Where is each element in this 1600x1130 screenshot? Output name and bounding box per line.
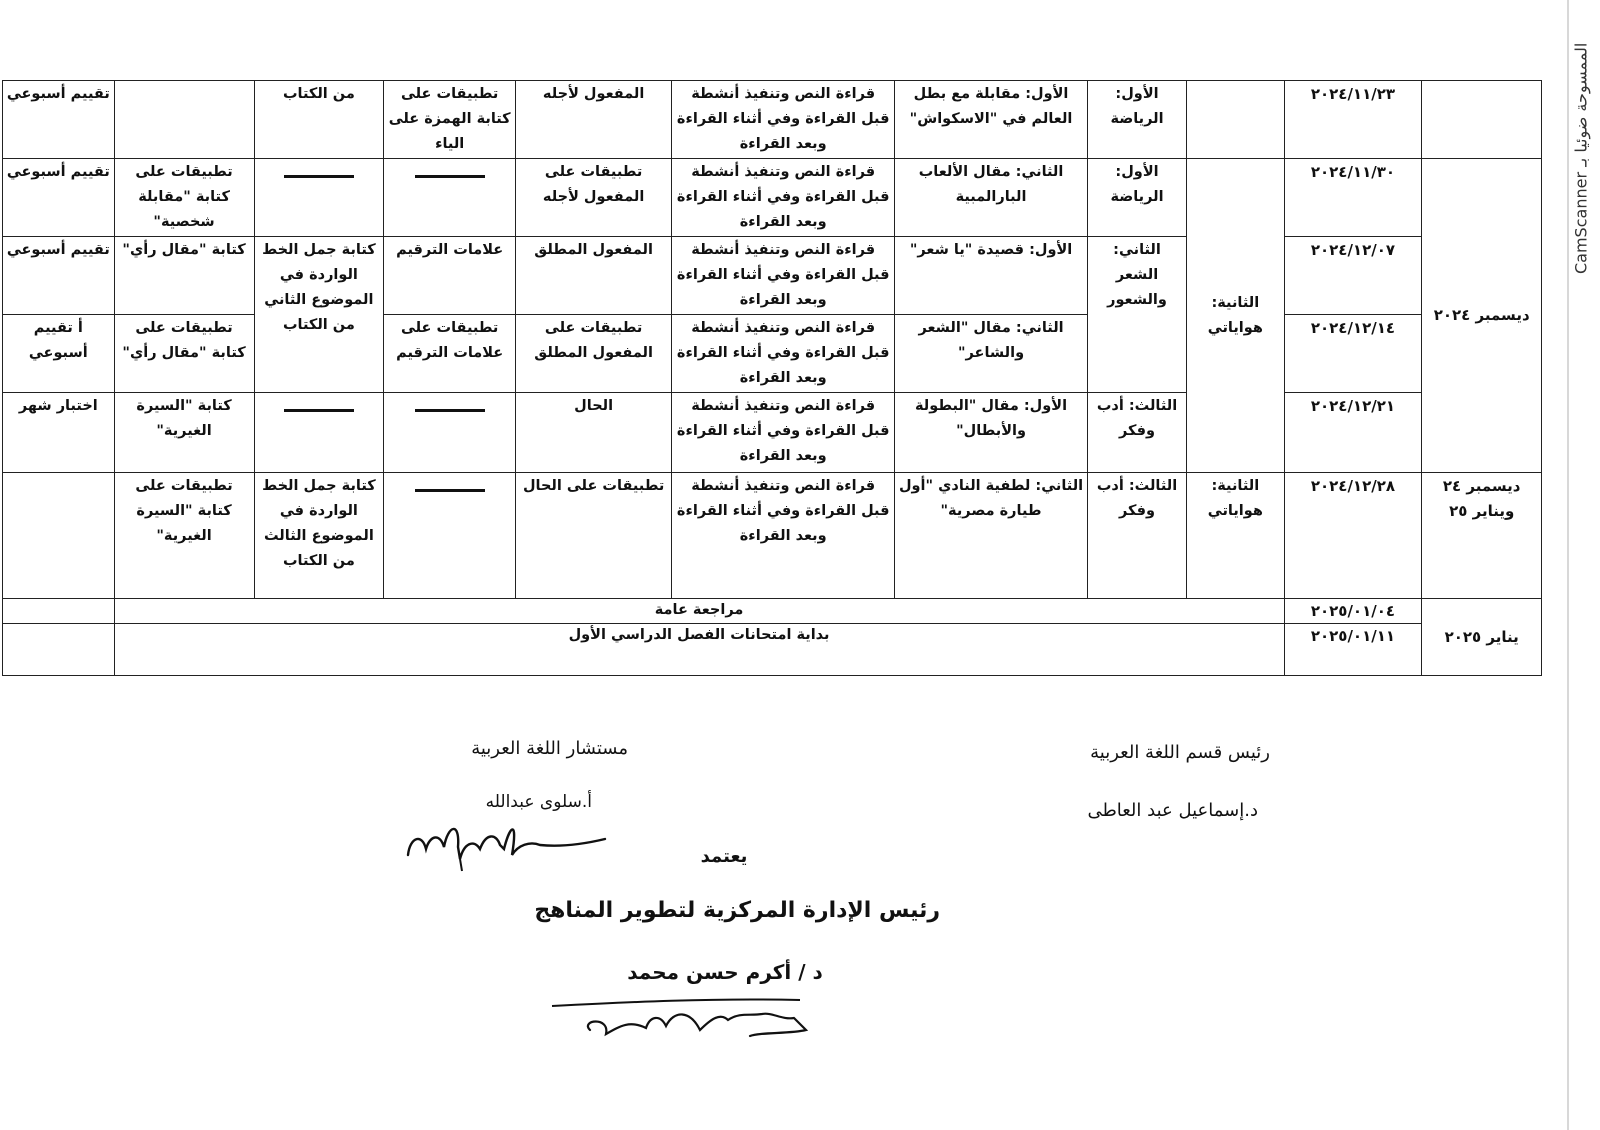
date-cell: ٢٠٢٥/٠١/٠٤ [1284, 599, 1422, 624]
advisor-title: مستشار اللغة العربية [471, 738, 628, 759]
date-cell: ٢٠٢٤/١١/٢٣ [1284, 81, 1422, 159]
month-cell: يناير ٢٠٢٥ [1422, 624, 1542, 676]
topic-cell: الأول: مقابلة مع بطل العالم في "الاسكواش" [895, 81, 1088, 159]
topic-cell: الأول: قصيدة "يا شعر" [895, 237, 1088, 315]
empty-dash [415, 489, 485, 492]
lesson-cell: الثاني: الشعر والشعور [1087, 237, 1186, 393]
month-cell [1422, 81, 1542, 159]
spelling-cell: علامات الترقيم [384, 237, 516, 315]
grammar-cell: الحال [516, 393, 672, 473]
expression-cell: كتابة "السيرة الغيرية" [114, 393, 254, 473]
date-cell: ٢٠٢٤/١٢/١٤ [1284, 315, 1422, 393]
evaluation-cell [3, 599, 115, 624]
unit-cell [1187, 81, 1284, 159]
reading-cell: قراءة النص وتنفيذ أنشطة قبل القراءة وفي أثناء القراءة وبعد القراءة [672, 393, 895, 473]
director-title: رئيس الإدارة المركزية لتطوير المناهج [534, 898, 940, 923]
reading-cell: قراءة النص وتنفيذ أنشطة قبل القراءة وفي أثناء القراءة وبعد القراءة [672, 237, 895, 315]
lesson-cell: الأول: الرياضة [1087, 81, 1186, 159]
table-row [3, 393, 1542, 473]
reading-cell: قراءة النص وتنفيذ أنشطة قبل القراءة وفي أثناء القراءة وبعد القراءة [672, 473, 895, 599]
date-cell: ٢٠٢٤/١٢/٢١ [1284, 393, 1422, 473]
expression-cell: تطبيقات على كتابة "مقال رأي" [114, 315, 254, 393]
unit-cell: الثانية: هواياتي [1187, 159, 1284, 473]
advisor-signature [400, 815, 620, 875]
curriculum-schedule-table [2, 80, 1542, 676]
grammar-cell: المفعول المطلق [516, 237, 672, 315]
approval-label: يعتمد [700, 846, 748, 867]
handwriting-cell: كتابة جمل الخط الواردة في الموضوع الثالث من الكتاب [254, 473, 384, 599]
evaluation-cell: تقييم أسبوعي [3, 81, 115, 159]
month-cell [1422, 599, 1542, 624]
evaluation-cell: تقييم أسبوعي [3, 237, 115, 315]
table-row [3, 315, 1542, 393]
camscanner-watermark: الممسوحة ضوئيا بـ CamScanner [1571, 42, 1591, 274]
spelling-cell: تطبيقات على كتابة الهمزة على الياء [384, 81, 516, 159]
review-text-cell: بداية امتحانات الفصل الدراسي الأول [114, 624, 1284, 676]
director-signature [550, 990, 820, 1050]
empty-dash [284, 409, 354, 412]
grammar-cell: تطبيقات على الحال [516, 473, 672, 599]
spelling-cell: تطبيقات على علامات الترقيم [384, 315, 516, 393]
handwriting-cell [254, 159, 384, 237]
table-row [3, 159, 1542, 237]
evaluation-cell [3, 624, 115, 676]
expression-cell [114, 81, 254, 159]
date-cell: ٢٠٢٤/١١/٣٠ [1284, 159, 1422, 237]
spelling-cell [384, 473, 516, 599]
topic-cell: الأول: مقال "البطولة والأبطال" [895, 393, 1088, 473]
evaluation-cell: اختبار شهر [3, 393, 115, 473]
handwriting-cell: من الكتاب [254, 81, 384, 159]
reading-cell: قراءة النص وتنفيذ أنشطة قبل القراءة وفي أثناء القراءة وبعد القراءة [672, 159, 895, 237]
date-cell: ٢٠٢٤/١٢/٢٨ [1284, 473, 1422, 599]
expression-cell: تطبيقات على كتابة "السيرة الغيرية" [114, 473, 254, 599]
month-cell: ديسمبر ٢٠٢٤ [1422, 159, 1542, 473]
expression-cell: تطبيقات على كتابة "مقابلة شخصية" [114, 159, 254, 237]
evaluation-cell: أ تقييم أسبوعي [3, 315, 115, 393]
spelling-cell [384, 393, 516, 473]
head-of-department-name: د.إسماعيل عبد العاطى [1087, 800, 1258, 821]
table-row [3, 81, 1542, 159]
review-text-cell: مراجعة عامة [114, 599, 1284, 624]
lesson-cell: الثالث: أدب وفكر [1087, 393, 1186, 473]
topic-cell: الثاني: مقال "الشعر والشاعر" [895, 315, 1088, 393]
table-row [3, 599, 1542, 624]
table-row [3, 624, 1542, 676]
handwriting-cell [254, 393, 384, 473]
evaluation-cell [3, 473, 115, 599]
advisor-name: أ.سلوى عبدالله [485, 792, 592, 812]
director-name: د / أكرم حسن محمد [627, 960, 823, 984]
spelling-cell [384, 159, 516, 237]
evaluation-cell: تقييم أسبوعي [3, 159, 115, 237]
grammar-cell: المفعول لأجله [516, 81, 672, 159]
head-of-department-title: رئيس قسم اللغة العربية [1090, 742, 1270, 763]
handwriting-cell: كتابة جمل الخط الواردة في الموضوع الثاني من الكتاب [254, 237, 384, 393]
empty-dash [415, 175, 485, 178]
topic-cell: الثاني: لطفية النادي "أول طيارة مصرية" [895, 473, 1088, 599]
unit-cell: الثانية: هواياتي [1187, 473, 1284, 599]
table-row [3, 237, 1542, 315]
lesson-cell: الثالث: أدب وفكر [1087, 473, 1186, 599]
empty-dash [284, 175, 354, 178]
reading-cell: قراءة النص وتنفيذ أنشطة قبل القراءة وفي أثناء القراءة وبعد القراءة [672, 81, 895, 159]
date-cell: ٢٠٢٤/١٢/٠٧ [1284, 237, 1422, 315]
empty-dash [415, 409, 485, 412]
date-cell: ٢٠٢٥/٠١/١١ [1284, 624, 1422, 676]
lesson-cell: الأول: الرياضة [1087, 159, 1186, 237]
expression-cell: كتابة "مقال رأي" [114, 237, 254, 315]
grammar-cell: تطبيقات على المفعول المطلق [516, 315, 672, 393]
table-row [3, 473, 1542, 599]
grammar-cell: تطبيقات على المفعول لأجله [516, 159, 672, 237]
reading-cell: قراءة النص وتنفيذ أنشطة قبل القراءة وفي أثناء القراءة وبعد القراءة [672, 315, 895, 393]
topic-cell: الثاني: مقال الألعاب البارالمبية [895, 159, 1088, 237]
month-cell: ديسمبر ٢٤ ويناير ٢٥ [1422, 473, 1542, 599]
